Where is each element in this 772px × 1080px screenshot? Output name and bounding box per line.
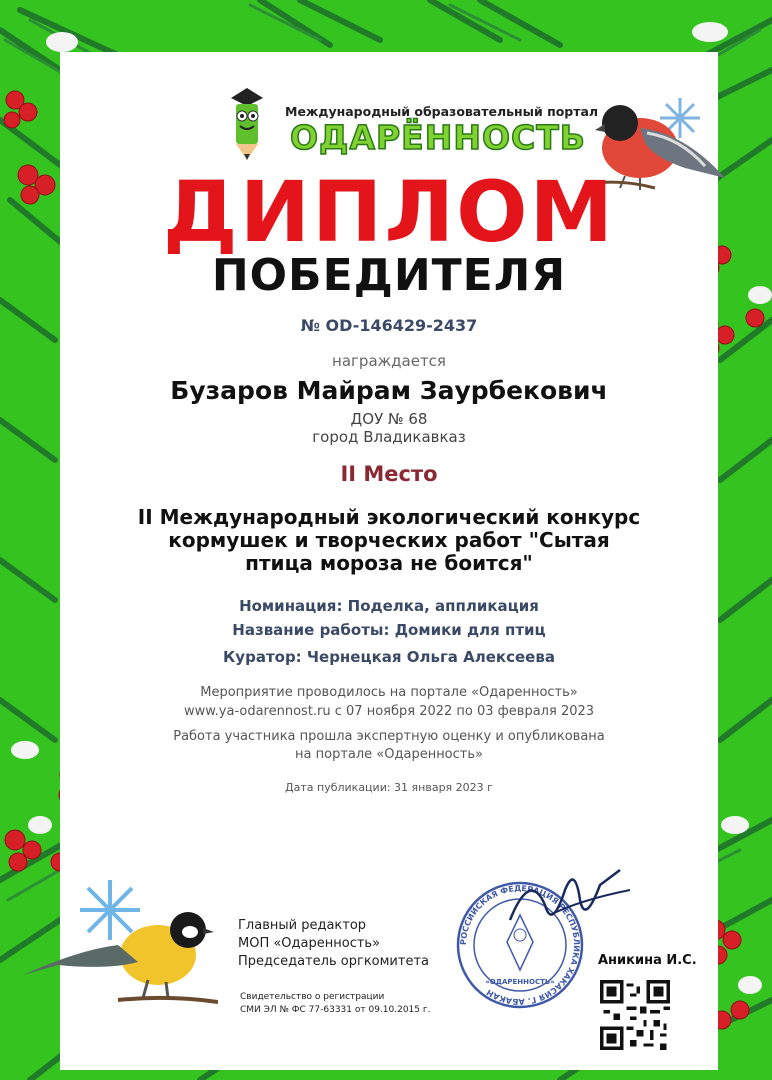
- publication-date: Дата публикации: 31 января 2023 г: [285, 781, 493, 794]
- recipient-organization: ДОУ № 68: [350, 410, 428, 428]
- curator: Куратор: Чернецкая Ольга Алексеева: [223, 648, 555, 666]
- contest-title-line: птица мороза не боится": [245, 551, 533, 575]
- contest-title-line: II Международный экологический конкурс: [137, 505, 641, 529]
- recipient-city: город Владикавказ: [312, 428, 466, 446]
- nomination: Номинация: Поделка, аппликация: [239, 597, 539, 615]
- contest-title-line: кормушек и творческих работ "Сытая: [168, 528, 610, 552]
- signature-icon: [490, 860, 640, 940]
- registration-line: СМИ ЭЛ № ФС 77-63331 от 09.10.2015 г.: [240, 1005, 431, 1015]
- snowflake-icon: [80, 880, 140, 940]
- expert-info-line: на портале «Одаренность»: [295, 747, 483, 762]
- recipient-name: Бузаров Майрам Заурбекович: [170, 376, 608, 405]
- pencil-mascot-icon: [218, 86, 276, 162]
- signer-name: Аникина И.С.: [598, 953, 697, 968]
- work-title: Название работы: Домики для птиц: [232, 621, 546, 639]
- stamp-center-text: «ОДАРЕННОСТЬ»: [485, 978, 555, 986]
- diploma-number: № OD-146429-2437: [300, 316, 478, 335]
- portal-caption: Международный образовательный портал: [285, 104, 599, 119]
- diploma-title: ДИПЛОМ: [162, 163, 616, 261]
- awarded-label: награждается: [332, 352, 446, 370]
- diploma-subtitle: ПОБЕДИТЕЛЯ: [211, 250, 567, 301]
- registration-line: Свидетельство о регистрации: [240, 992, 385, 1002]
- stamp-ring-text: РОССИЙСКАЯ ФЕДЕРАЦИЯ РЕСПУБЛИКА ХАКАСИЯ Г. АБАКАН: [458, 883, 582, 1007]
- editor-line: Главный редактор: [238, 918, 367, 933]
- contest-title: [60, 506, 718, 575]
- titmouse-icon: [18, 870, 218, 1020]
- editor-line: МОП «Одаренность»: [238, 936, 381, 951]
- award-place: II Место: [340, 462, 438, 486]
- event-info-line: Мероприятие проводилось на портале «Одаренность»: [200, 685, 578, 700]
- event-info-line: www.ya-odarennost.ru с 07 ноября 2022 по 03 февраля 2023: [183, 704, 595, 719]
- editor-line: Председатель оргкомитета: [238, 954, 429, 969]
- qr-code-icon: [600, 980, 670, 1050]
- portal-brand: ОДАРЁННОСТЬ: [290, 118, 586, 157]
- expert-info-line: Работа участника прошла экспертную оценку и опубликована: [173, 729, 605, 744]
